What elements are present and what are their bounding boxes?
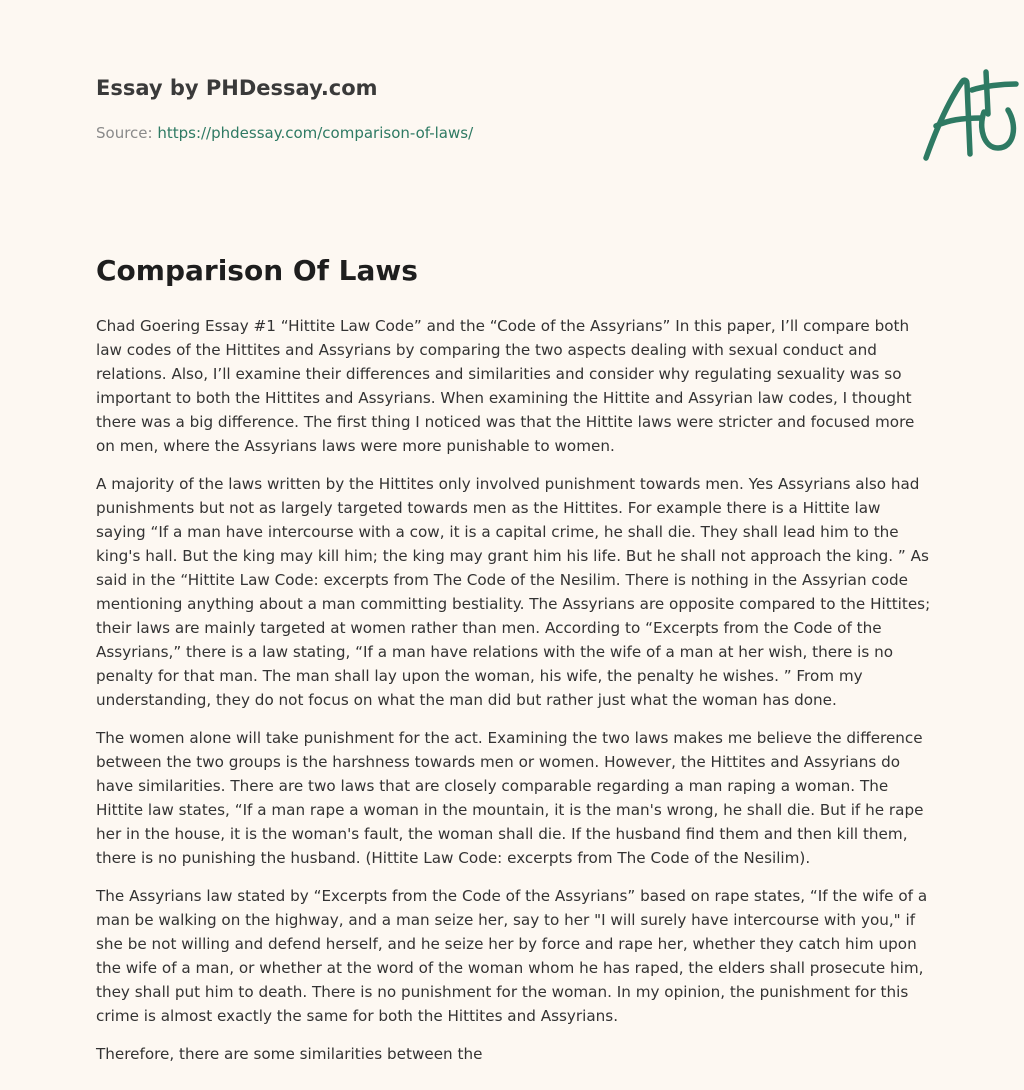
paragraph: Chad Goering Essay #1 “Hittite Law Code” and the “Code of the Assyrians” In this paper, I’ll compare both law codes of the Hittites and Assyrians by comparing the two aspects dealing with sexual conduct and relations. Also, I’ll examine their differences and similarities and consider why regulating sexuality was so important to both the Hittites and Assyrians. When examining the Hittite and Assyrian law codes, I thought there was a big difference. The first thing I noticed was that the Hittite laws were stricter and focused more on men, where the Assyrians laws were more punishable to women. <box>96 317 915 455</box>
a-plus-grade-icon <box>922 68 1022 164</box>
paragraph: The women alone will take punishment for the act. Examining the two laws makes me believe the difference between the two groups is the harshness towards men or women. However, the Hittites and Assyrians do have similarities. There are two laws that are closely comparable regarding a man raping a woman. The Hittite law states, “If a man rape a woman in the mountain, it is the man's wrong, he shall die. But if he rape her in the house, it is the woman's fault, the woman shall die. If the husband find them and then kill them, there is no punishing the husband. (Hittite Law Code: excerpts from The Code of the Nesilim). <box>96 729 924 867</box>
paragraph: Therefore, there are some similarities between the <box>96 1045 483 1063</box>
brand-title: Essay by PHDessay.com <box>96 76 378 100</box>
paragraph: A majority of the laws written by the Hittites only involved punishment towards men. Yes Assyrians also had punishments but not as largely targeted towards men as the Hittites. For example there is a Hittite law saying “If a man have intercourse with a cow, it is a capital crime, he shall die. They shall lead him to the king's hall. But the king may kill him; the king may grant him his life. But he shall not approach the king. ” As said in the “Hittite Law Code: excerpts from The Code of the Nesilim. There is nothing in the Assyrian code mentioning anything about a man committing bestiality. The Assyrians are opposite compared to the Hittites; their laws are mainly targeted at women rather than men. According to “Excerpts from the Code of the Assyrians,” there is a law stating, “If a man have relations with the wife of a man at her wish, there is no penalty for that man. The man shall lay upon the woman, his wife, the penalty he wishes. ” From my understanding, they do not focus on what the man did but rather just what the woman has done. <box>96 475 931 709</box>
source-line <box>96 124 473 142</box>
paragraph: The Assyrians law stated by “Excerpts from the Code of the Assyrians” based on rape states, “If the wife of a man be walking on the highway, and a man seize her, say to her "I will surely have intercourse with you," if she be not willing and defend herself, and he seize her by force and rape her, whether they catch him upon the wife of a man, or whether at the word of the woman whom he has raped, the elders shall prosecute him, they shall put him to death. There is no punishment for the woman. In my opinion, the punishment for this crime is almost exactly the same for both the Hittites and Assyrians. <box>96 887 928 1025</box>
source-label: Source: <box>96 124 158 142</box>
article-body <box>96 314 932 1080</box>
article-title: Comparison Of Laws <box>96 254 418 287</box>
source-link[interactable]: https://phdessay.com/comparison-of-laws/ <box>157 124 474 142</box>
